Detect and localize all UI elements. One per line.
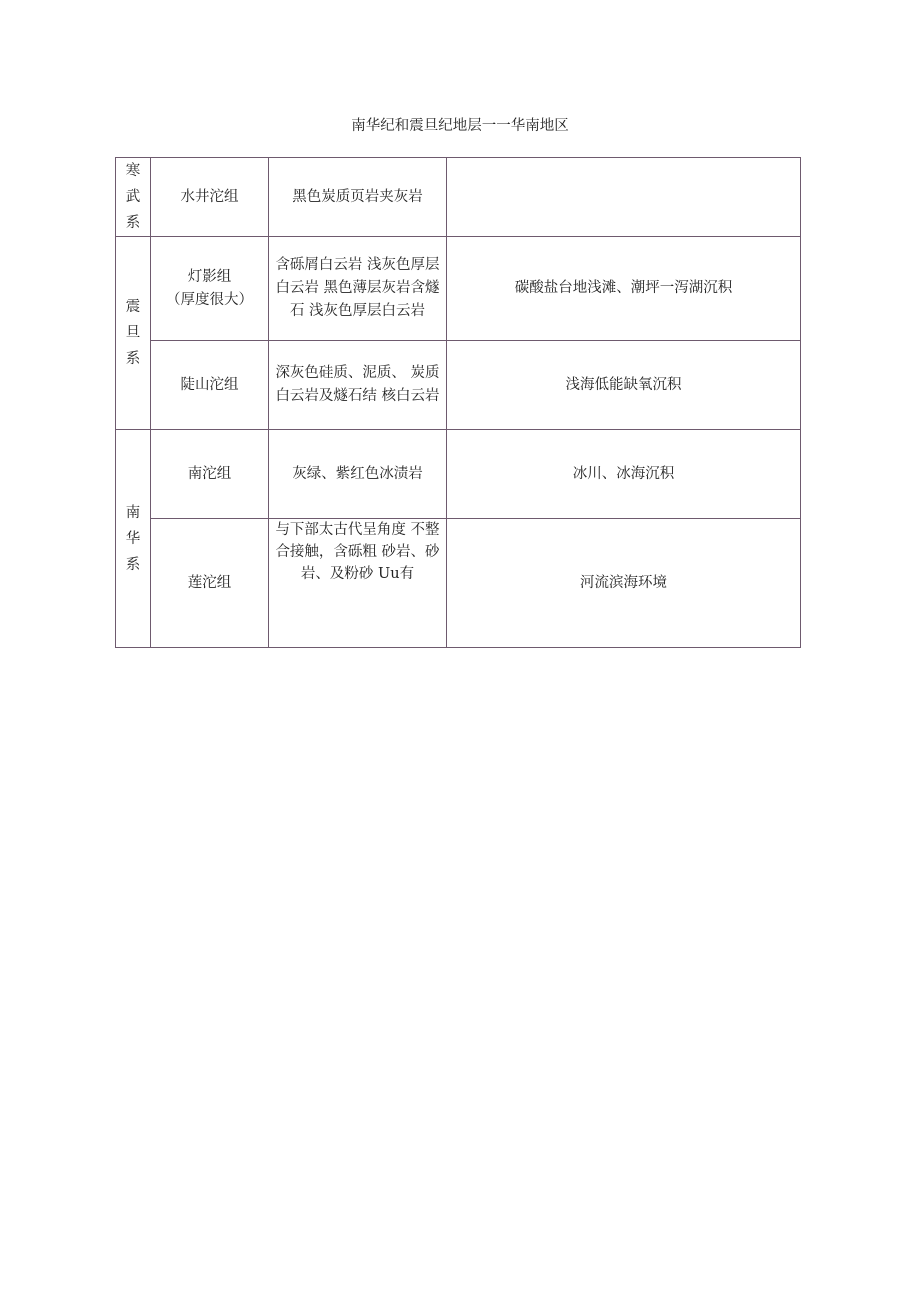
- system-cell-cambrian: [115, 157, 151, 237]
- page-title: 南华纪和震旦纪地层一一华南地区: [351, 118, 569, 134]
- environment-cell: [446, 157, 801, 237]
- formation-cell: 南沱组: [150, 429, 269, 519]
- environment-cell: 浅海低能缺氧沉积: [446, 340, 801, 430]
- lithology-cell: 与下部太古代呈角度 不整合接触，含砾粗 砂岩、砂岩、及粉砂 Uu有: [268, 518, 447, 648]
- environment-cell: 河流滨海环境: [446, 518, 801, 648]
- system-label: 南华系: [125, 504, 141, 573]
- formation-cell: 莲沱组: [150, 518, 269, 648]
- formation-cell: 陡山沱组: [150, 340, 269, 430]
- environment-cell: 冰川、冰海沉积: [446, 429, 801, 519]
- lithology-cell: 黑色炭质页岩夹灰岩: [268, 157, 447, 237]
- formation-cell: 水井沱组: [150, 157, 269, 237]
- system-label: 寒武系: [125, 163, 141, 231]
- lithology-cell: 深灰色硅质、泥质、 炭质白云岩及燧石结 核白云岩: [268, 340, 447, 430]
- system-label: 震旦系: [125, 299, 141, 367]
- formation-cell: 灯影组 （厚度很大）: [150, 236, 269, 341]
- lithology-cell: 含砾屑白云岩 浅灰色厚层白云岩 黑色薄层灰岩含燧石 浅灰色厚层白云岩: [268, 236, 447, 341]
- environment-cell: 碳酸盐台地浅滩、潮坪一泻湖沉积: [446, 236, 801, 341]
- lithology-cell: 灰绿、紫红色冰渍岩: [268, 429, 447, 519]
- system-cell-sinian: [115, 236, 151, 430]
- system-cell-nanhua: [115, 429, 151, 648]
